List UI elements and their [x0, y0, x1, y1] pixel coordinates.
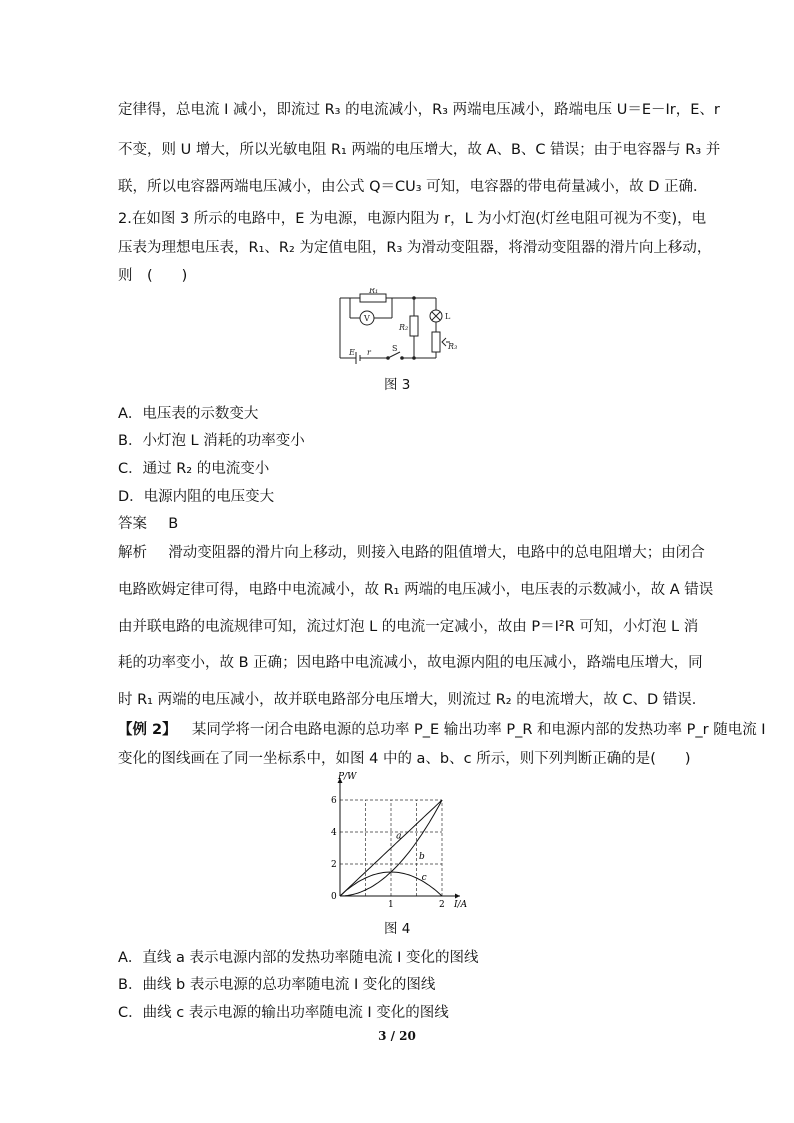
- answer-row: [118, 512, 178, 533]
- question-text: 压表为理想电压表，R₁、R₂ 为定值电阻，R₃ 为滑动变阻器，将滑动变阻器的滑片向上移动，: [118, 240, 712, 256]
- option-d: D．电源内阻的电压变大: [118, 489, 275, 505]
- option-c: C．曲线 c 表示电源的输出功率随电流 I 变化的图线: [118, 1005, 449, 1021]
- circuit-diagram: [336, 288, 466, 364]
- series-c-label: c: [421, 873, 427, 883]
- x-axis-label: I/A: [454, 900, 468, 910]
- text-line: 定律得，总电流 I 减小，即流过 R₃ 的电流减小，R₃ 两端电压减小，路端电压 U＝E－Ir，E、r: [118, 102, 720, 118]
- question-text: 则 ( ): [118, 268, 188, 284]
- y-tick-label: 6: [331, 796, 337, 806]
- x-tick-label: 1: [388, 900, 394, 910]
- resistor-r2: [410, 316, 418, 336]
- example-text: 某同学将一闭合电路电源的总功率 P_E 输出功率 P_R 和电源内部的发热功率 P_r 随电流 I: [191, 722, 766, 738]
- series-a-label: a: [396, 831, 402, 842]
- label-s: S: [392, 344, 398, 353]
- example-line: 变化的图线画在了同一坐标系中，如图 4 中的 a、b、c 所示，则下列判断正确的是( ): [118, 751, 691, 767]
- y-tick-label: 0: [331, 892, 337, 902]
- option-b: B．曲线 b 表示电源的总功率随电流 I 变化的图线: [118, 977, 436, 993]
- power-current-chart: [318, 770, 478, 910]
- option-a: A．电压表的示数变大: [118, 406, 259, 422]
- option-a: A．直线 a 表示电源内部的发热功率随电流 I 变化的图线: [118, 950, 479, 966]
- label-r3: R₃: [448, 342, 458, 351]
- y-tick-label: 4: [331, 828, 337, 838]
- answer-value: B: [168, 516, 179, 532]
- y-tick-label: 2: [331, 860, 337, 870]
- analysis-line: 耗的功率变小，故 B 正确；因电路中电流减小，故电源内阻的电压减小，路端电压增大，同: [118, 655, 703, 671]
- example-tag: 【例 2】: [118, 722, 177, 738]
- label-l: L: [445, 312, 451, 321]
- option-c: C．通过 R₂ 的电流变小: [118, 461, 270, 477]
- analysis-line: 时 R₁ 两端的电压减小，故并联电路部分电压增大，则流过 R₂ 的电流增大，故 C、D 错误．: [118, 692, 707, 708]
- text-line: 联，所以电容器两端电压减小，由公式 Q＝CU₃ 可知，电容器的带电荷量减小，故 D 正确．: [118, 179, 708, 195]
- rheostat-r3: [432, 332, 440, 352]
- x-tick-label: 2: [439, 900, 445, 910]
- label-internal-r: r: [367, 348, 371, 357]
- figure-caption: 图 3: [384, 377, 411, 393]
- analysis-line: 电路欧姆定律可得，电路中电流减小，故 R₁ 两端的电压减小，电压表的示数减小，故 A 错误: [118, 582, 714, 598]
- figure-caption: 图 4: [384, 921, 411, 937]
- resistor-r1: [360, 294, 386, 302]
- y-axis-label: P/W: [338, 772, 357, 782]
- analysis-text: 滑动变阻器的滑片向上移动，则接入电路的阻值增大，电路中的总电阻增大；由闭合: [168, 545, 705, 561]
- label-v: V: [364, 314, 370, 323]
- page-number: 3 / 20: [378, 1029, 416, 1043]
- analysis-label: 解析: [118, 545, 147, 561]
- answer-label: 答案: [118, 516, 147, 532]
- label-e: E: [349, 348, 355, 357]
- label-r2: R₂: [399, 323, 409, 332]
- example-line: [118, 718, 766, 739]
- series-b-label: b: [419, 852, 425, 863]
- option-b: B．小灯泡 L 消耗的功率变小: [118, 433, 305, 449]
- question-text: 2.在如图 3 所示的电路中，E 为电源，电源内阻为 r，L 为小灯泡(灯丝电阻可视为不变)，电: [118, 211, 707, 227]
- analysis-line: 由并联电路的电流规律可知，流过灯泡 L 的电流一定减小，故由 P＝I²R 可知，小灯泡 L 消: [118, 619, 699, 635]
- analysis-line: [118, 541, 705, 562]
- text-line: 不变，则 U 增大，所以光敏电阻 R₁ 两端的电压增大，故 A、B、C 错误；由于电容器与 R₃ 并: [118, 142, 721, 158]
- label-r1: R₁: [369, 288, 379, 295]
- x-axis-arrow: [455, 894, 460, 899]
